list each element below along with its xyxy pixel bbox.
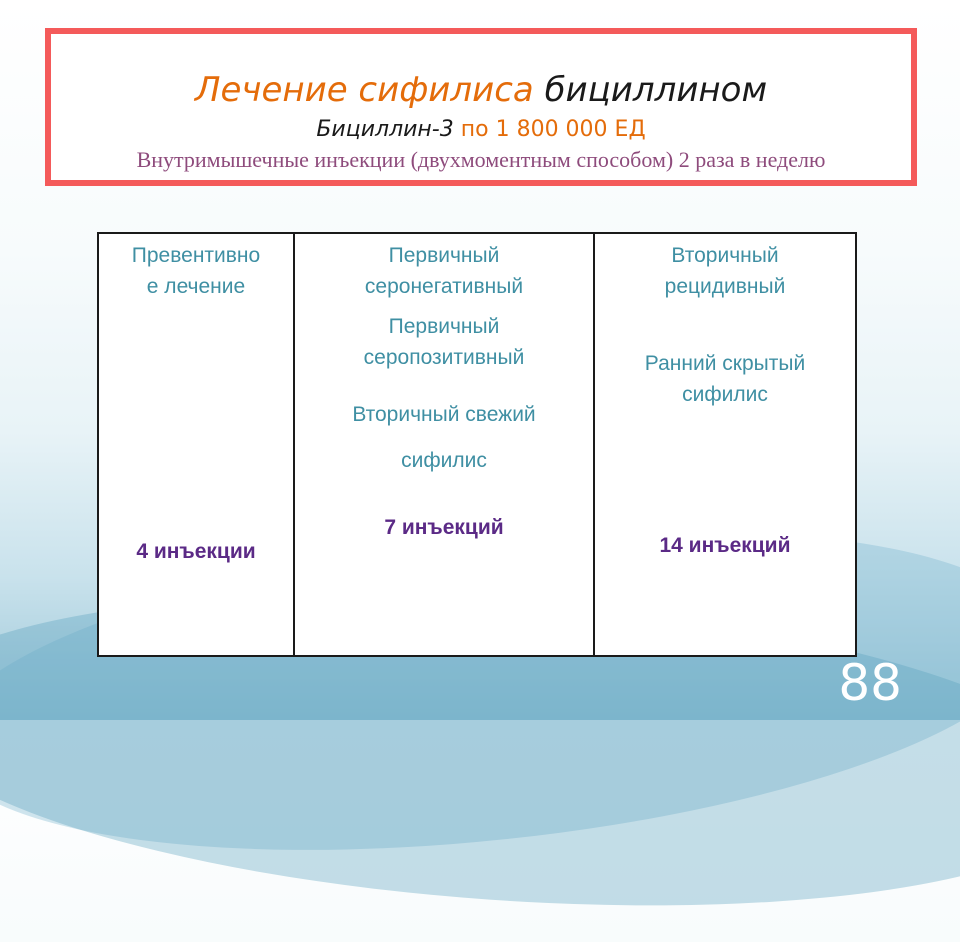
early-latent-label xyxy=(595,348,855,410)
title-box xyxy=(45,28,917,186)
title-part2: бициллином xyxy=(544,70,768,110)
item3-line2: сифилис xyxy=(401,449,487,472)
treatment-table xyxy=(97,232,857,657)
drug-dose: по 1 800 000 ЕД xyxy=(460,117,646,142)
item1-line2: серонегативный xyxy=(364,275,524,298)
preventive-line2: е лечение xyxy=(146,275,246,298)
page-number: 88 xyxy=(838,654,902,712)
drug-name: Бициллин-3 xyxy=(316,117,454,142)
secondary-recurrent-label xyxy=(595,240,855,302)
preventive-count: 4 инъекции xyxy=(136,540,256,563)
preventive-line1: Превентивно xyxy=(131,244,261,267)
regimen-line: Внутримышечные инъекции (двухмоментным способом) 2 раза в неделю xyxy=(136,147,826,172)
drug-dose-line xyxy=(51,116,911,144)
item1-line1: Первичный xyxy=(388,244,500,267)
col3-item2-line1: Ранний скрытый xyxy=(644,352,806,375)
item2-line2: серопозитивный xyxy=(363,346,525,369)
column-primary-secondary xyxy=(294,233,594,656)
secondary-fresh-label xyxy=(295,392,593,484)
slide-title xyxy=(51,70,911,110)
primary-seropositive-label xyxy=(295,311,593,373)
primary-secondary-count: 7 инъекций xyxy=(384,516,504,539)
title-part1: Лечение сифилиса xyxy=(194,70,534,110)
item3-line1: Вторичный свежий xyxy=(352,403,536,426)
col3-item1-line2: рецидивный xyxy=(664,275,786,298)
column-preventive xyxy=(98,233,294,656)
column-recurrent-latent xyxy=(594,233,856,656)
preventive-label xyxy=(99,240,293,302)
primary-seronegative-label xyxy=(295,240,593,302)
recurrent-latent-count: 14 инъекций xyxy=(659,534,791,557)
col3-item1-line1: Вторичный xyxy=(671,244,779,267)
col3-item2-line2: сифилис xyxy=(682,383,768,406)
item2-line1: Первичный xyxy=(388,315,500,338)
